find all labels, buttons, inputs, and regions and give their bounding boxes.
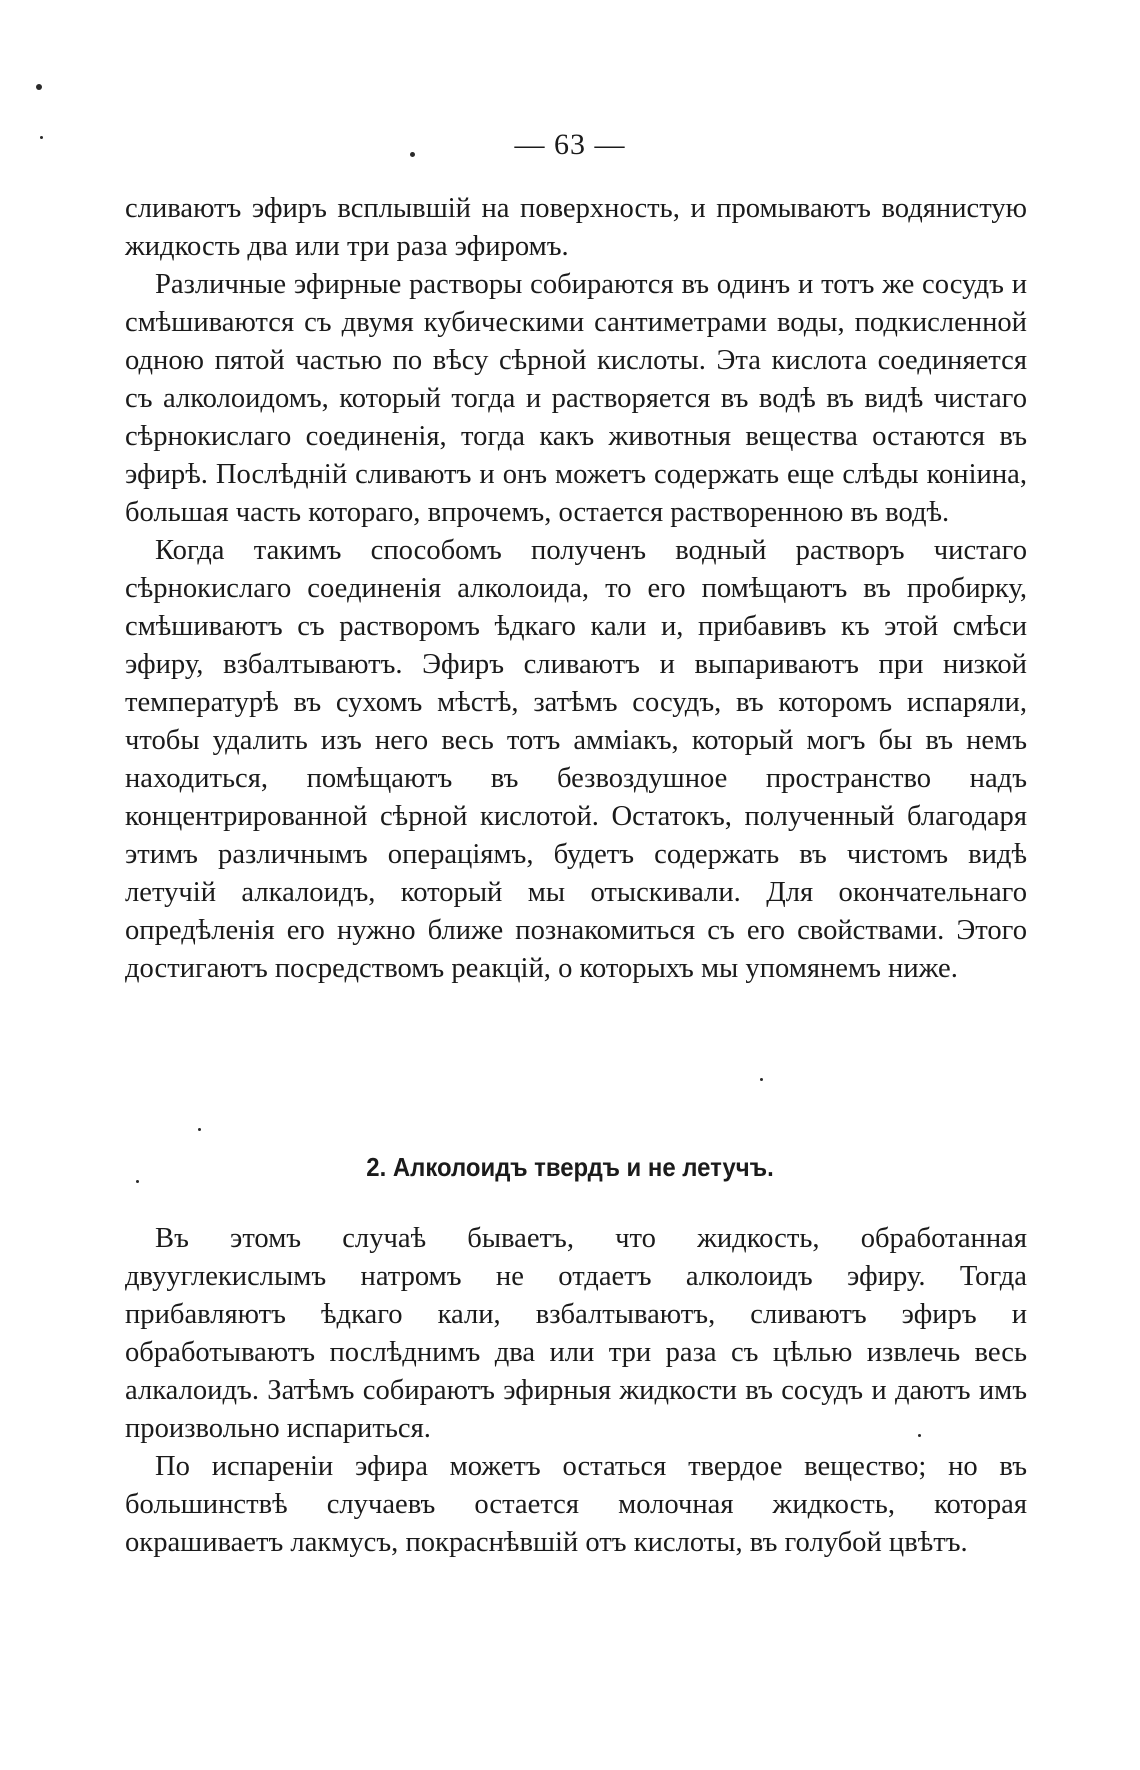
page-number: — 63 — — [514, 128, 626, 161]
paragraph: Въ этомъ случаѣ бываетъ, что жидкость, обработанная двууглекислымъ натромъ не отдаетъ алколоидъ эфиру. Тогда прибавляютъ ѣдкаго кали, взбалтываютъ, сливаютъ эфиръ и обработываютъ послѣднимъ два или три раза съ цѣлью извлечь весь алкалоидъ. Затѣмъ собираютъ эфирныя жидкости въ сосудъ и даютъ имъ произвольно испариться. — [125, 1223, 1027, 1444]
scan-speck — [198, 1128, 201, 1131]
section-1-text — [125, 190, 1027, 988]
scan-speck — [760, 1078, 763, 1081]
scan-speck — [136, 1180, 139, 1183]
paragraph: Когда такимъ способомъ полученъ водный растворъ чистаго сѣрнокислаго соединенія алколоида, то его помѣщаютъ въ пробирку, смѣшиваютъ съ растворомъ ѣдкаго кали и, прибавивъ къ этой смѣси эфиру, взбалтываютъ. Эфиръ сливаютъ и выпариваютъ при низкой температурѣ въ сухомъ мѣстѣ, затѣмъ сосудъ, въ которомъ испаряли, чтобы удалить изъ него весь тотъ амміакъ, который могъ бы въ немъ находиться, помѣщаютъ въ безвоздушное пространство надъ концентрированной сѣрной кислотой. Остатокъ, полученный благодаря этимъ различнымъ операціямъ, будетъ содержать въ чистомъ видѣ летучій алкалоидъ, который мы отыскивали. Для окончательнаго опредѣленія его нужно ближе познакомиться съ его свойствами. Этого достигаютъ посредствомъ реакцій, о которыхъ мы упомянемъ ниже. — [125, 535, 1027, 984]
scan-speck — [410, 152, 415, 157]
paragraph-continuation: сливаютъ эфиръ всплывшій на поверхность, и промываютъ водянистую жидкость два или три раза эфиромъ. — [125, 193, 1027, 262]
scan-speck — [40, 136, 43, 139]
section-heading: 2. Алколоидъ твердъ и не летучъ. — [366, 1152, 774, 1182]
section-2-text — [125, 1220, 1027, 1562]
scan-speck — [36, 84, 42, 90]
scan-speck — [918, 1434, 921, 1437]
paragraph: Различные эфирные растворы собираются въ одинъ и тотъ же сосудъ и смѣшиваются съ двумя кубическими сантиметрами воды, подкисленной одною пятой частью по вѣсу сѣрной кислоты. Эта кислота соединяется съ алколоидомъ, который тогда и растворяется въ водѣ въ видѣ чистаго сѣрнокислаго соединенія, тогда какъ животныя вещества остаются въ эфирѣ. Послѣдній сливаютъ и онъ можетъ содержать еще слѣды коніина, большая часть котораго, впрочемъ, остается растворенною въ водѣ. — [125, 269, 1027, 528]
paragraph: По испареніи эфира можетъ остаться твердое вещество; но въ большинствѣ случаевъ остается молочная жидкость, которая окрашиваетъ лакмусъ, покраснѣвшій отъ кислоты, въ голубой цвѣтъ. — [125, 1451, 1027, 1558]
